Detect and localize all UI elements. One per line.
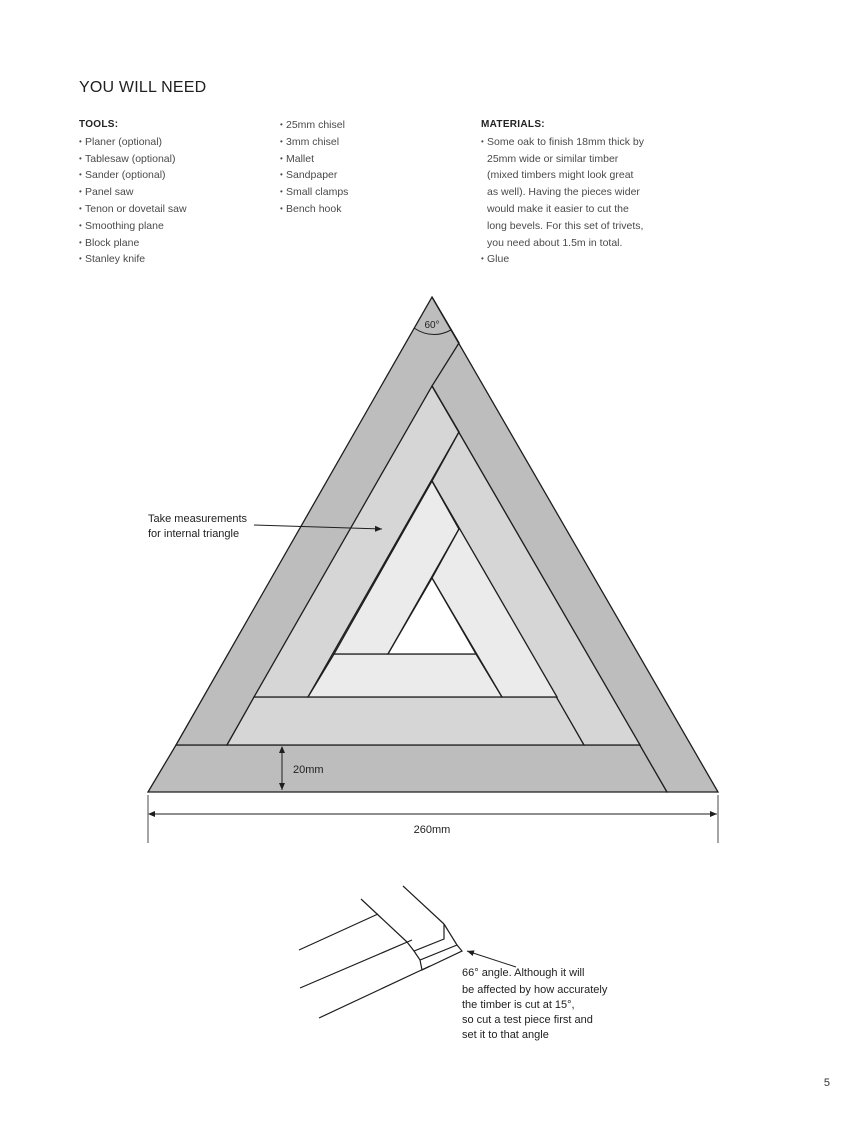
- list-item: • Planer (optional): [79, 134, 259, 151]
- list-item: • Panel saw: [79, 184, 259, 201]
- list-item: • Glue: [481, 251, 646, 268]
- list-item: • Tablesaw (optional): [79, 151, 259, 168]
- materials-label: MATERIALS:: [481, 119, 545, 130]
- thickness-label: 20mm: [293, 764, 324, 776]
- list-item: • Mallet: [280, 151, 430, 168]
- width-label: 260mm: [413, 824, 451, 836]
- middle-piece-bottom: [227, 697, 584, 745]
- inner-piece-bottom: [308, 654, 502, 697]
- callout-line-1: Take measurements: [148, 513, 248, 525]
- list-item: • Stanley knife: [79, 251, 259, 268]
- list-item: • Bench hook: [280, 201, 430, 218]
- materials-line: (mixed timbers might look great: [487, 169, 634, 182]
- list-item: • Smoothing plane: [79, 218, 259, 235]
- detail-note-line: so cut a test piece first and: [462, 1014, 593, 1026]
- detail-arrow: [467, 951, 516, 967]
- list-item: • Tenon or dovetail saw: [79, 201, 259, 218]
- detail-note-line: be affected by how accurately: [462, 984, 608, 996]
- detail-note-line: 66° angle. Although it will: [462, 967, 585, 979]
- materials-line: long bevels. For this set of trivets,: [487, 219, 644, 232]
- tools-label: TOOLS:: [79, 119, 119, 130]
- list-item: • 25mm chisel: [280, 117, 430, 134]
- outer-piece-bottom: [148, 745, 667, 792]
- list-item: • Small clamps: [280, 184, 430, 201]
- callout-line-2: for internal triangle: [148, 528, 240, 540]
- materials-line: 25mm wide or similar timber: [487, 152, 619, 165]
- list-item: • 3mm chisel: [280, 134, 430, 151]
- materials-line: as well). Having the pieces wider: [487, 186, 640, 199]
- page-number: 5: [823, 1077, 830, 1089]
- page-heading: YOU WILL NEED: [79, 79, 207, 96]
- joint-detail: [299, 886, 462, 1018]
- materials-line: • Some oak to finish 18mm thick by: [487, 135, 644, 148]
- materials-line: would make it easier to cut the: [487, 202, 629, 215]
- detail-note-line: set it to that angle: [462, 1029, 549, 1041]
- detail-note-line: the timber is cut at 15°,: [462, 999, 575, 1011]
- list-item: • Block plane: [79, 235, 259, 252]
- apex-angle-label: 60°: [424, 320, 440, 331]
- list-item: • Sander (optional): [79, 167, 259, 184]
- materials-line: you need about 1.5m in total.: [487, 236, 623, 249]
- list-item: • Sandpaper: [280, 167, 430, 184]
